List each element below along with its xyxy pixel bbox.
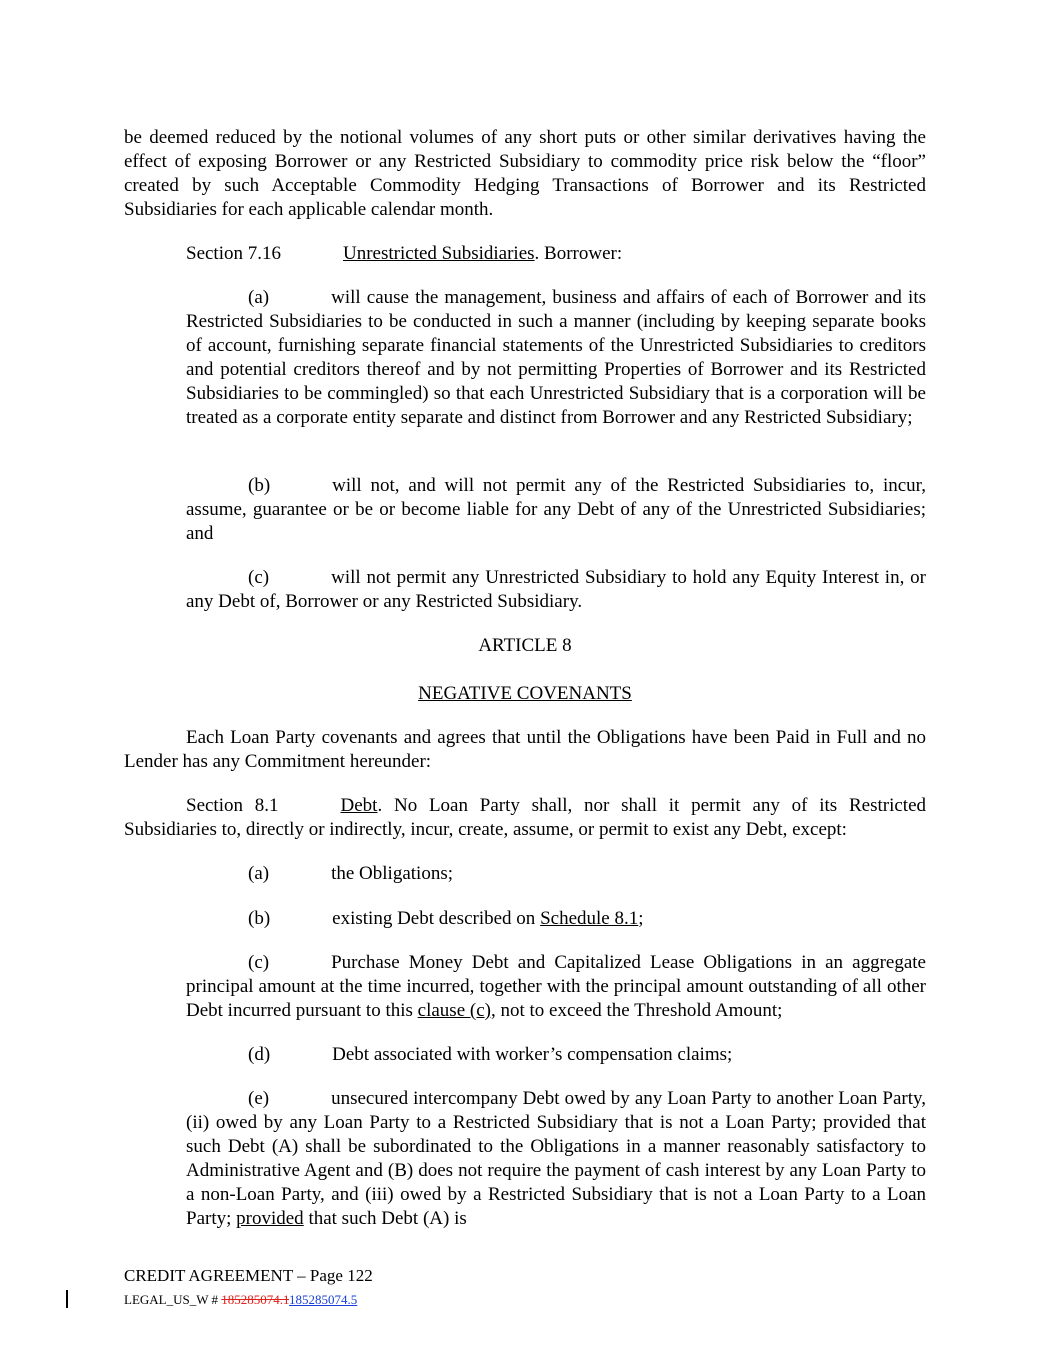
- item-text: the Obligations;: [331, 863, 453, 884]
- deleted-doc-number: 185285074.1: [221, 1292, 290, 1307]
- item-label: (e): [248, 1088, 270, 1109]
- article-title: NEGATIVE COVENANTS: [418, 683, 632, 704]
- section-number: Section 8.1: [186, 795, 279, 816]
- item-label: (a): [248, 287, 270, 308]
- list-item: [186, 474, 926, 546]
- section-lead: . Borrower:: [534, 243, 623, 264]
- item-text: Debt associated with worker’s compensation claims;: [332, 1044, 733, 1065]
- section-8-1-heading: [124, 794, 926, 842]
- item-label: (b): [248, 475, 271, 496]
- item-text: will not permit any Unrestricted Subsidiary to hold any Equity Interest in, or any Debt of, Borrower or any Restricted Subsidiary.: [186, 567, 926, 612]
- list-item: [186, 862, 926, 886]
- item-label: (d): [248, 1044, 271, 1065]
- item-text: will cause the management, business and affairs of each of Borrower and its Restricted Subsidiaries to be conducted in such a manner (including by keeping separate books of account, furnishing separate financial statements of the Unrestricted Subsidiaries to creditors and potential creditors thereof and by not permitting Properties of Borrower and its Restricted Subsidiaries to be commingled) so that each Unrestricted Subsidiary that is a corporation will be treated as a corporate entity separate and distinct from Borrower and any Restricted Subsidiary;: [186, 287, 926, 428]
- covenant-intro: Each Loan Party covenants and agrees that until the Obligations have been Paid in Full and no Lender has any Commitment hereunder:: [124, 727, 926, 772]
- list-item: (b) existing Debt described on Schedule 8.1;: [248, 908, 644, 929]
- list-item: (c) Purchase Money Debt and Capitalized Lease Obligations in an aggregate principal amount at the time incurred, together with the principal amount outstanding of all other Debt incurred pursuant to this clause (c), not to exceed the Threshold Amount;: [186, 952, 926, 1021]
- inserted-doc-number: 185285074.5: [289, 1292, 358, 1307]
- list-item: [186, 286, 926, 430]
- page-footer-label: CREDIT AGREEMENT – Page 122: [124, 1266, 373, 1285]
- article-number: ARTICLE 8: [478, 635, 572, 656]
- provided-term: provided: [236, 1208, 304, 1229]
- section-title: Unrestricted Subsidiaries: [343, 243, 535, 264]
- item-text: will not, and will not permit any of the Restricted Subsidiaries to, incur, assume, guarantee or be or become liable for any Debt of any of the Unrestricted Subsidiaries; and: [186, 475, 926, 544]
- intro-paragraph: be deemed reduced by the notional volumes of any short puts or other similar derivatives having the effect of exposing Borrower or any Restricted Subsidiary to commodity price risk below the “floor” created by such Acceptable Commodity Hedging Transactions of Borrower and its Restricted Subsidiaries for each applicable calendar month.: [124, 127, 926, 220]
- list-item: [186, 566, 926, 614]
- item-label: (c): [248, 952, 270, 973]
- schedule-reference: Schedule 8.1: [540, 908, 639, 929]
- section-title: Debt: [340, 795, 378, 816]
- list-item: (e) unsecured intercompany Debt owed by any Loan Party to another Loan Party, (ii) owed by any Loan Party to a Restricted Subsidiary that is not a Loan Party; provided that such Debt (A) shall be subordinated to the Obligations in a manner reasonably satisfactory to Administrative Agent and (B) does not require the payment of cash interest by any Loan Party to a non-Loan Party, and (iii) owed by a Restricted Subsidiary that is not a Loan Party to a Loan Party; provided that such Debt (A) is: [186, 1088, 926, 1229]
- section-7-16-heading: [124, 242, 926, 266]
- item-label: (c): [248, 567, 270, 588]
- legal-document-id: LEGAL_US_W # 185285074.1185285074.5: [124, 1292, 358, 1307]
- change-bar: [66, 1290, 68, 1308]
- section-lead: . No Loan Party shall, nor shall it permit any of its Restricted Subsidiaries to, directly or indirectly, incur, create, assume, or permit to exist any Debt, except:: [124, 795, 926, 840]
- section-number: Section 7.16: [186, 243, 281, 264]
- clause-reference: clause (c): [417, 1000, 491, 1021]
- item-label: (b): [248, 908, 271, 929]
- item-label: (a): [248, 863, 270, 884]
- list-item: [186, 1043, 926, 1067]
